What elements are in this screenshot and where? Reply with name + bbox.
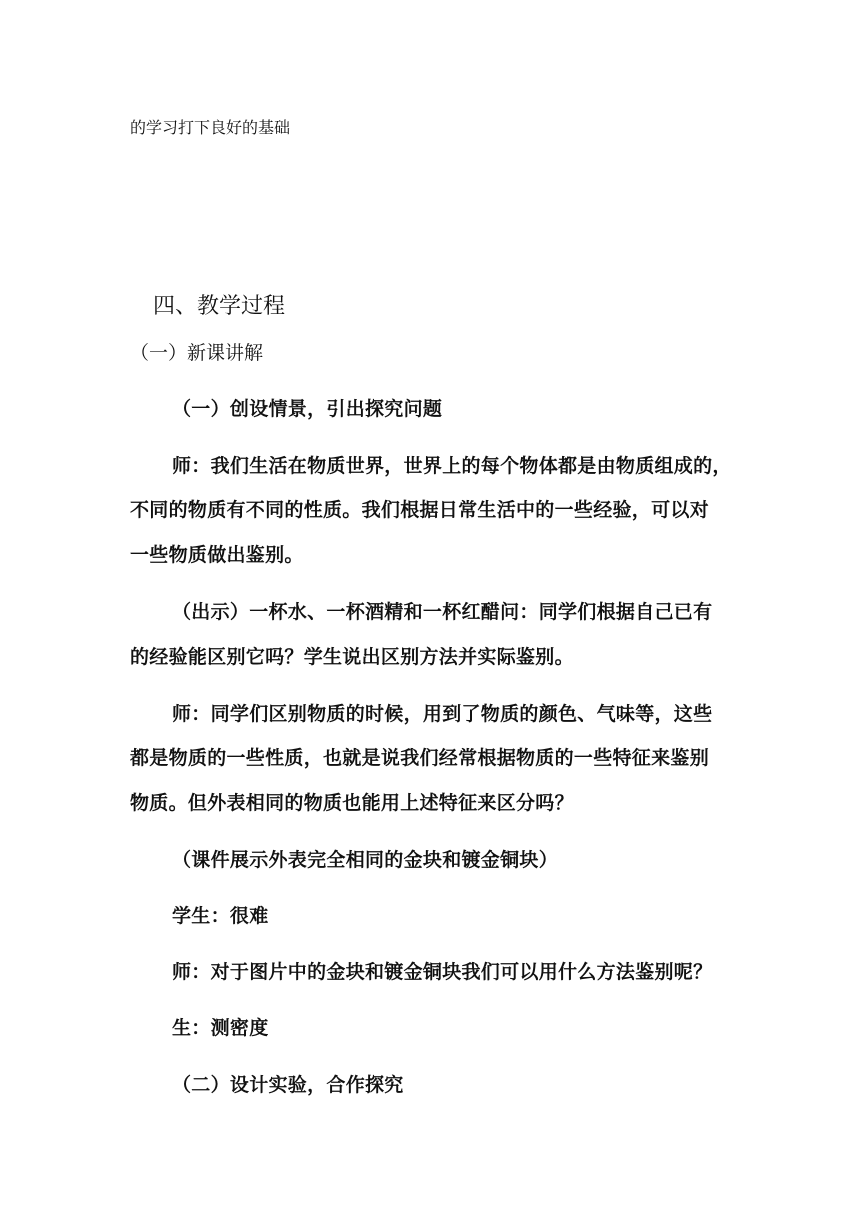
para3-line1: 师：同学们区别物质的时候，用到了物质的颜色、气味等，这些 xyxy=(172,703,713,725)
step2-title: （二）设计实验，合作探究 xyxy=(172,1074,404,1096)
intro-tail-text: 的学习打下良好的基础 xyxy=(130,118,291,137)
para1-line3: 一些物质做出鉴别。 xyxy=(130,544,304,566)
para3-line3: 物质。但外表相同的物质也能用上述特征来区分吗？ xyxy=(130,792,574,814)
para5-text: 学生：很难 xyxy=(172,905,269,927)
para4-text: （课件展示外表完全相同的金块和镀金铜块） xyxy=(172,849,559,871)
para7-text: 生：测密度 xyxy=(172,1017,269,1039)
para3-line2: 都是物质的一些性质，也就是说我们经常根据物质的一些特征来鉴别 xyxy=(130,747,710,769)
para6-text: 师：对于图片中的金块和镀金铜块我们可以用什么方法鉴别呢？ xyxy=(172,961,713,983)
para1-line1: 师：我们生活在物质世界，世界上的每个物体都是由物质组成的， xyxy=(172,455,732,477)
subsection-title: （一）新课讲解 xyxy=(130,342,264,364)
para1-line2: 不同的物质有不同的性质。我们根据日常生活中的一些经验，可以对 xyxy=(130,499,710,521)
para2-line1: （出示）一杯水、一杯酒精和一杯红醋问：同学们根据自己已有 xyxy=(172,601,713,623)
step1-title: （一）创设情景，引出探究问题 xyxy=(172,398,443,420)
section-title: 四、教学过程 xyxy=(153,294,286,319)
para2-line2: 的经验能区别它吗？学生说出区别方法并实际鉴别。 xyxy=(130,646,574,668)
